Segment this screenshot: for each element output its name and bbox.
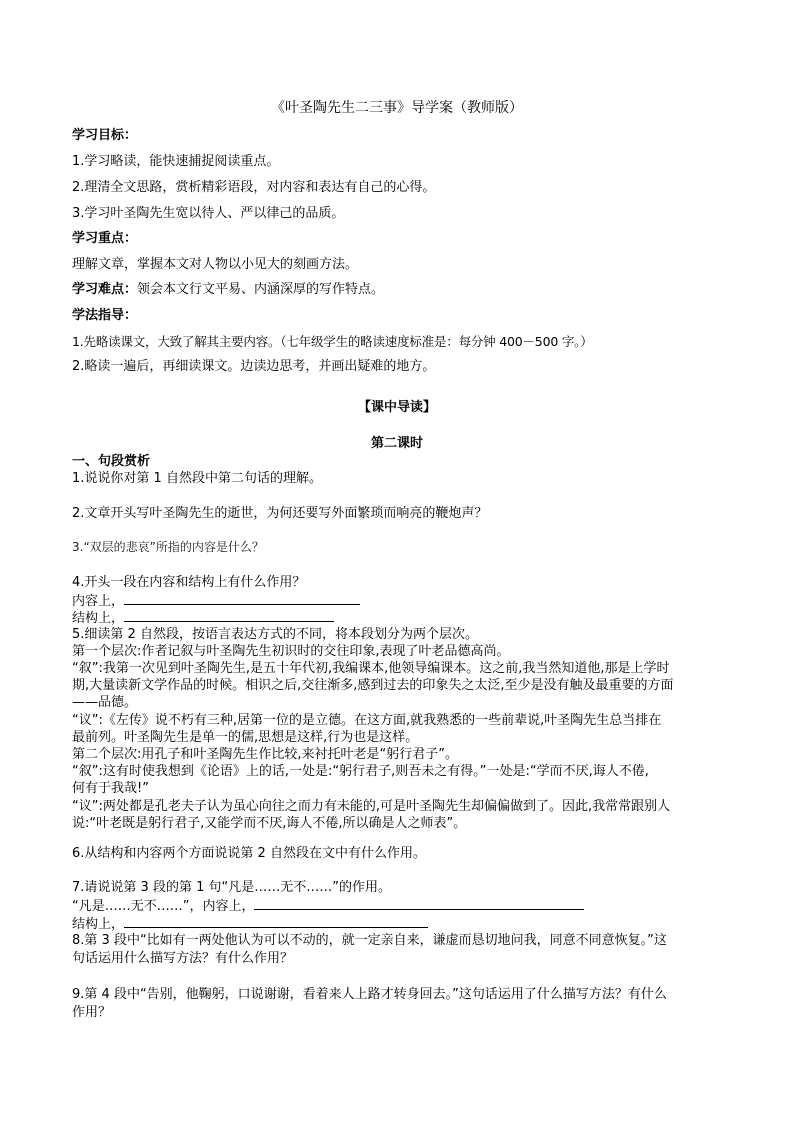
answer-line-content [72,592,732,609]
objective-item: 3.学习叶圣陶先生宽以待人、严以律己的品质。 [72,206,345,221]
method-heading: 学法指导： [72,308,138,323]
passage-line: 第二个层次:用孔子和叶圣陶先生作比较,来衬托叶老是“躬行君子”。 [72,747,458,762]
question-2: 2.文章开头写叶圣陶先生的逝世，为何还要写外面繁琐而响亮的鞭炮声？ [72,506,488,521]
question-9-cont: 作用？ [72,1005,112,1020]
section-heading: 【课中导读】 [357,400,436,415]
structure-label: 结构上， [72,917,125,932]
content-label: 内容上， [72,594,125,609]
difficulty-heading: 学习难点： [72,282,138,297]
objective-item: 1.学习略读，能快速捕捉阅读重点。 [72,154,280,169]
question-1: 1.说说你对第 1 自然段中第二句话的理解。 [72,471,322,486]
answer-line-structure [72,609,732,626]
question-7: 7.请说说第 3 段的第 1 句“凡是……无不……”的作用。 [72,880,391,895]
passage-line: ——品德。 [72,695,138,710]
objective-item: 2.理清全文思路，赏析精彩语段，对内容和表达有自己的心得。 [72,180,436,195]
method-item: 2.略读一遍后，再细读课文。边读边思考，并画出疑难的地方。 [72,359,436,374]
structure-label: 结构上， [72,611,125,626]
question-6: 6.从结构和内容两个方面说说第 2 自然段在文中有什么作用。 [72,846,426,861]
passage-line: 最前列。叶圣陶先生是单一的儒,思想是这样,行为也是这样。 [72,730,419,745]
key-point-heading: 学习重点： [72,231,138,246]
content-label: “凡是……无不……”，内容上， [72,899,255,914]
passage-line: 期,大量读新文学作品的时候。相识之后,交往渐多,感到过去的印象失之太泛,至少是没有触及最重要的方面 [72,678,674,693]
passage-line: “叙”:这有时使我想到《论语》上的话,一处是:“躬行君子,则吾未之有得。”一处是:“学而不厌,诲人不倦, [72,764,649,779]
passage-line: “议”:《左传》说不朽有三种,居第一位的是立德。在这方面,就我熟悉的一些前辈说,叶圣陶先生总当排在 [72,713,662,728]
answer-blank[interactable] [124,609,334,622]
objectives-heading: 学习目标： [72,128,138,143]
question-4: 4.开头一段在内容和结构上有什么作用？ [72,575,306,590]
passage-line: 第一个层次:作者记叙与叶圣陶先生初识时的交往印象,表现了叶老品德高尚。 [72,644,510,659]
question-8-cont: 句话运用什么描写方法？有什么作用？ [72,951,294,966]
answer-line-content [72,897,732,914]
passage-line: “叙”:我第一次见到叶圣陶先生,是五十年代初,我编课本,他领导编课本。这之前,我当然知道他,那是上学时 [72,661,670,676]
question-9: 9.第 4 段中“告别，他鞠躬，口说谢谢，看着来人上路才转身回去。”这句话运用了什么描写方法？有什么 [72,987,667,1002]
answer-line-structure [72,915,732,932]
answer-blank[interactable] [124,915,428,928]
lesson-heading: 第二课时 [370,436,423,451]
key-point-text: 理解文章，掌握本文对人物以小见大的刻画方法。 [72,257,359,272]
answer-blank[interactable] [254,897,584,910]
method-item: 1.先略读课文，大致了解其主要内容。（七年级学生的略读速度标准是：每分钟 400－500 字。） [72,334,593,349]
part-heading: 一、句段赏析 [72,454,151,469]
difficulty-line [72,282,732,297]
difficulty-text: 领会本文行文平易、内涵深厚的写作特点。 [137,282,385,297]
document-title: 《叶圣陶先生二三事》导学案（教师版） [271,100,523,116]
question-5: 5.细读第 2 自然段，按语言表达方式的不同，将本段划分为两个层次。 [72,627,478,642]
passage-line: 说:“叶老既是躬行君子,又能学而不厌,诲人不倦,所以确是人之师表”。 [72,816,467,831]
passage-line: 何有于我哉!” [72,781,149,796]
question-8: 8.第 3 段中“比如有一两处他认为可以不动的，就一定亲自来，谦虚而恳切地问我，同意不同意恢复。”这 [72,933,667,948]
passage-line: “议”:两处都是孔老夫子认为虽心向往之而力有未能的,可是叶圣陶先生却偏偏做到了。因此,我常常跟别人 [72,799,671,814]
question-3: 3.“双层的悲哀”所指的内容是什么？ [72,540,264,554]
answer-blank[interactable] [124,592,360,605]
